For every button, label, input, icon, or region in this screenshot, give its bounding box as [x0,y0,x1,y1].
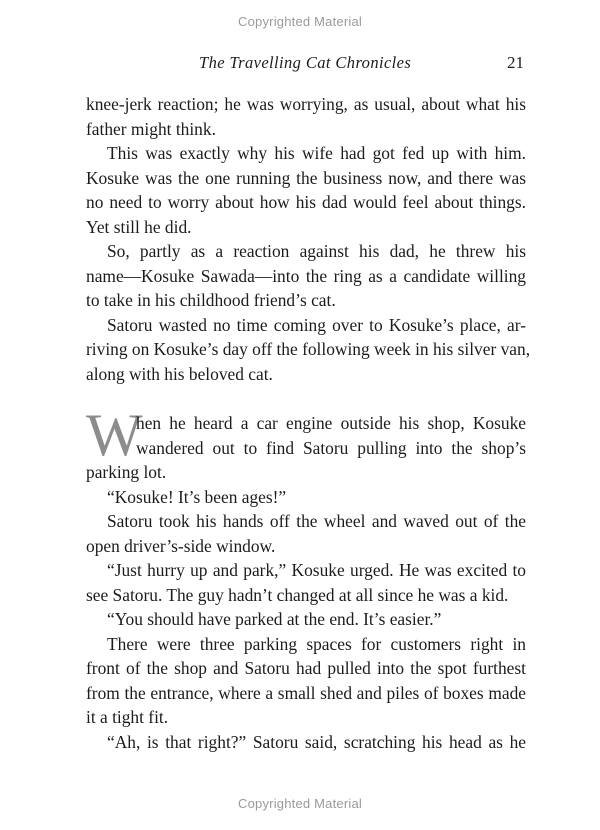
text-line: riving on Kosuke’s day off the following week in his silver van, [86,339,531,359]
text-line: it a tight fit. [86,707,169,727]
text-line: hen he heard a car engine outside his shop, Kosuke [136,413,526,433]
text-line: “Ah, is that right?” Satoru said, scratching his head as he [107,731,526,752]
text-line: So, partly as a reaction against his dad, he threw his [107,241,526,261]
text-line: to take in his childhood friend’s cat. [86,290,336,310]
section-1-text [86,92,531,386]
text-line: from the entrance, where a small shed and piles of boxes made [86,682,526,703]
text-line: This was exactly why his wife had got fed up with him. [107,143,526,163]
text-line: father might think. [86,118,216,139]
text-line: knee-jerk reaction; he was worrying, as usual, about what his [86,94,526,114]
text-line: wandered out to find Satoru pulling into the shop’s [136,437,526,458]
copyright-watermark-top: Copyrighted Material [238,14,362,29]
page-number: 21 [507,53,524,72]
text-line: see Satoru. The guy hadn’t changed at all since he was a kid. [86,584,509,605]
section-2-text [86,411,526,754]
running-title: The Travelling Cat Chronicles [199,53,412,72]
text-line: name—Kosuke Sawada—into the ring as a candidate willing [86,265,526,286]
text-line: “You should have parked at the end. It’s easier.” [107,609,442,629]
drop-cap: W [86,402,143,468]
text-line: “Just hurry up and park,” Kosuke urged. He was excited to [107,560,526,580]
copyright-watermark-bottom: Copyrighted Material [238,796,362,811]
text-line: open driver’s-side window. [86,535,276,556]
text-line: no need to worry about how his dad would feel about things. [86,192,526,212]
text-line: Satoru wasted no time coming over to Kosuke’s place, ar- [107,314,526,335]
text-line: Kosuke was the one running the business now, and there was [86,167,526,188]
text-line: Yet still he did. [86,216,192,237]
text-line: “Kosuke! It’s been ages!” [107,486,287,507]
text-line: There were three parking spaces for customers right in [107,633,526,654]
running-header [86,53,526,77]
text-line: Satoru took his hands off the wheel and waved out of the [107,511,526,531]
text-line: front of the shop and Satoru had pulled into the spot furthest [86,658,526,678]
text-line: parking lot. [86,462,167,482]
text-line: along with his beloved cat. [86,363,273,384]
